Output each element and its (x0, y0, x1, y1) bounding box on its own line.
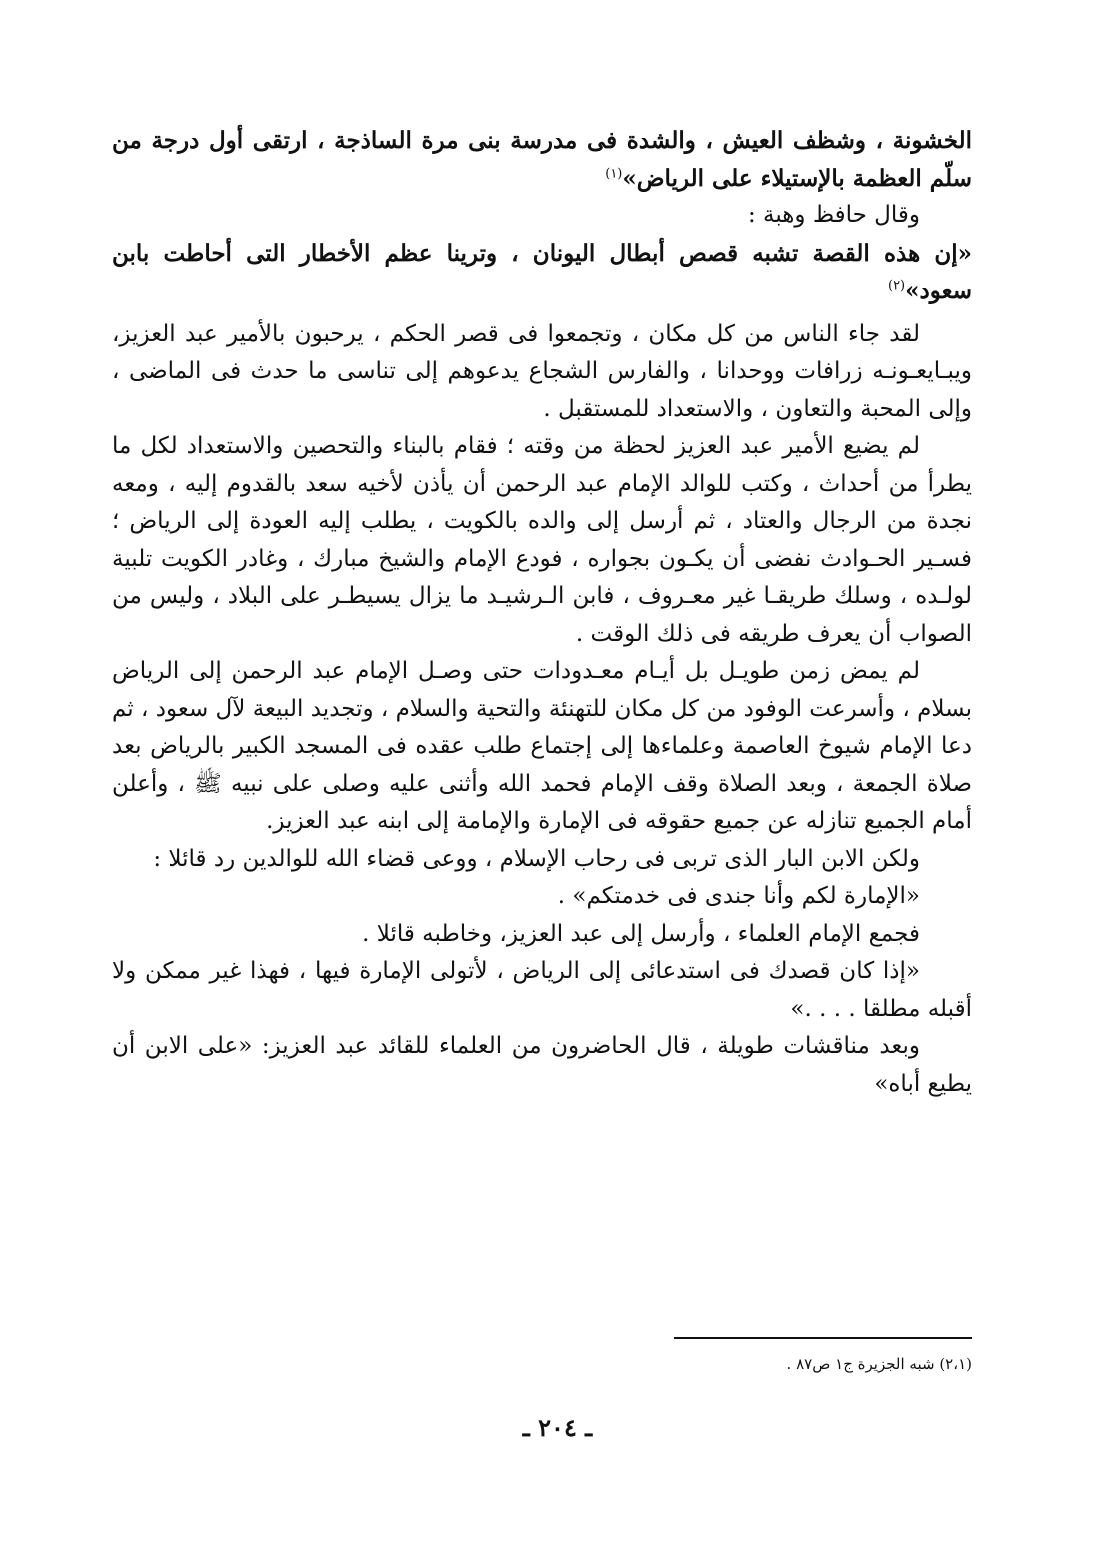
paragraph-refusal-quote: «إذا كان قصدك فى استدعائى إلى الرياض ، لأتولى الإمارة فيها ، فهذا غير ممكن ولا أقبله مطلقا . . . .» (112, 958, 972, 1022)
paragraph-son-reply-quote: «الإمارة لكم وأنا جندى فى خدمتكم» . (557, 883, 920, 909)
paragraph-hafiz-wahba-intro: وقال حافظ وهبة : (747, 202, 920, 228)
paragraph-son-reply-intro: ولكن الابن البار الذى تربى فى رحاب الإسلام ، ووعى قضاء الله للوالدين رد قائلا : (153, 845, 920, 872)
body-text (112, 122, 972, 1103)
paragraph-emir-preparations: لم يضيع الأمير عبد العزيز لحظة من وقته ؛ فقام بالبناء والتحصين والاستعداد لكل ما يطرأ من أحداث ، وكتب للوالد الإمام عبد الرحمن أن يأذن لأخيه سعد بالقدوم إليه ، ومعه نجدة من الرجال والعتاد ، ثم أرسل إلى والده بالكويت ، يطلب إليه العودة إلى الرياض ؛ فسـير الحـوادث نفضى أن يكـون بجواره ، فودع الإمام والشيخ مبارك ، وغادر الكويت تلبية لولـده ، وسلك طريقـا غير معـروف ، فابن الـرشيـد ما يزال يسيطـر على البلاد ، وليس من الصواب أن يعرف طريقه فى ذلك الوقت . (112, 433, 972, 647)
paragraph-imam-gathers-scholars: فجمع الإمام العلماء ، وأرسل إلى عبد العزيز، وخاطبه قائلا . (362, 920, 920, 947)
footnote: (٢،١) شبه الجزيرة ج١ ص٨٧ . (786, 1355, 972, 1373)
paragraph-imam-arrival: لم يمض زمن طويـل بل أيـام معـدودات حتى وصـل الإمام عبد الرحمن إلى الرياض بسلام ، وأسرعت الوفود من كل مكان للتهنئة والتحية والسلام ، وتجديد البيعة لآل سعود ، ثم دعا الإمام شيوخ العاصمة وعلماءها إلى إجتماع طلب عقده فى المسجد الكبير بالرياض بعد صلاة الجمعة ، وبعد الصلاة وقف الإمام فحمد الله وأثنى عليه وصلى على نبيه ﷺ ، وأعلن أمام الجميع تنازله عن جميع حقوقه فى الإمارة والإمامة إلى ابنه عبد العزيز. (112, 658, 972, 834)
page-number: ـ ٢٠٤ ـ (522, 1413, 593, 1442)
paragraph-hafiz-wahba-quote: «إن هذه القصة تشبه قصص أبطال اليونان ، وترينا عظم الأخطار التى أحاطت بابن سعود»$^{(٢)}$ (112, 239, 972, 304)
paragraph-quote-continuation: الخشونة ، وشظف العيش ، والشدة فى مدرسة بنى مرة الساذجة ، ارتقى أول درجة من سلّم العظمة بالإستيلاء على الرياض»$^{(١)}$ (112, 127, 973, 192)
paragraph-scholars-verdict: وبعد مناقشات طويلة ، قال الحاضرون من العلماء للقائد عبد العزيز: «على الابن أن يطيع أباه» (112, 1033, 972, 1097)
footnote-marker-1: (١) (605, 165, 623, 181)
paragraph-people-gathered: لقد جاء الناس من كل مكان ، وتجمعوا فى قصر الحكم ، يرحبون بالأمير عبد العزيز، ويبـايعـونـه زرافات ووحدانا ، والفارس الشجاع يدعوهم إلى تناسى ما حدث فى الماضى ، وإلى المحبة والتعاون ، والاستعداد للمستقبل . (112, 320, 972, 422)
footnote-separator (674, 1337, 972, 1339)
footnote-marker-2: (٢) (887, 278, 906, 294)
